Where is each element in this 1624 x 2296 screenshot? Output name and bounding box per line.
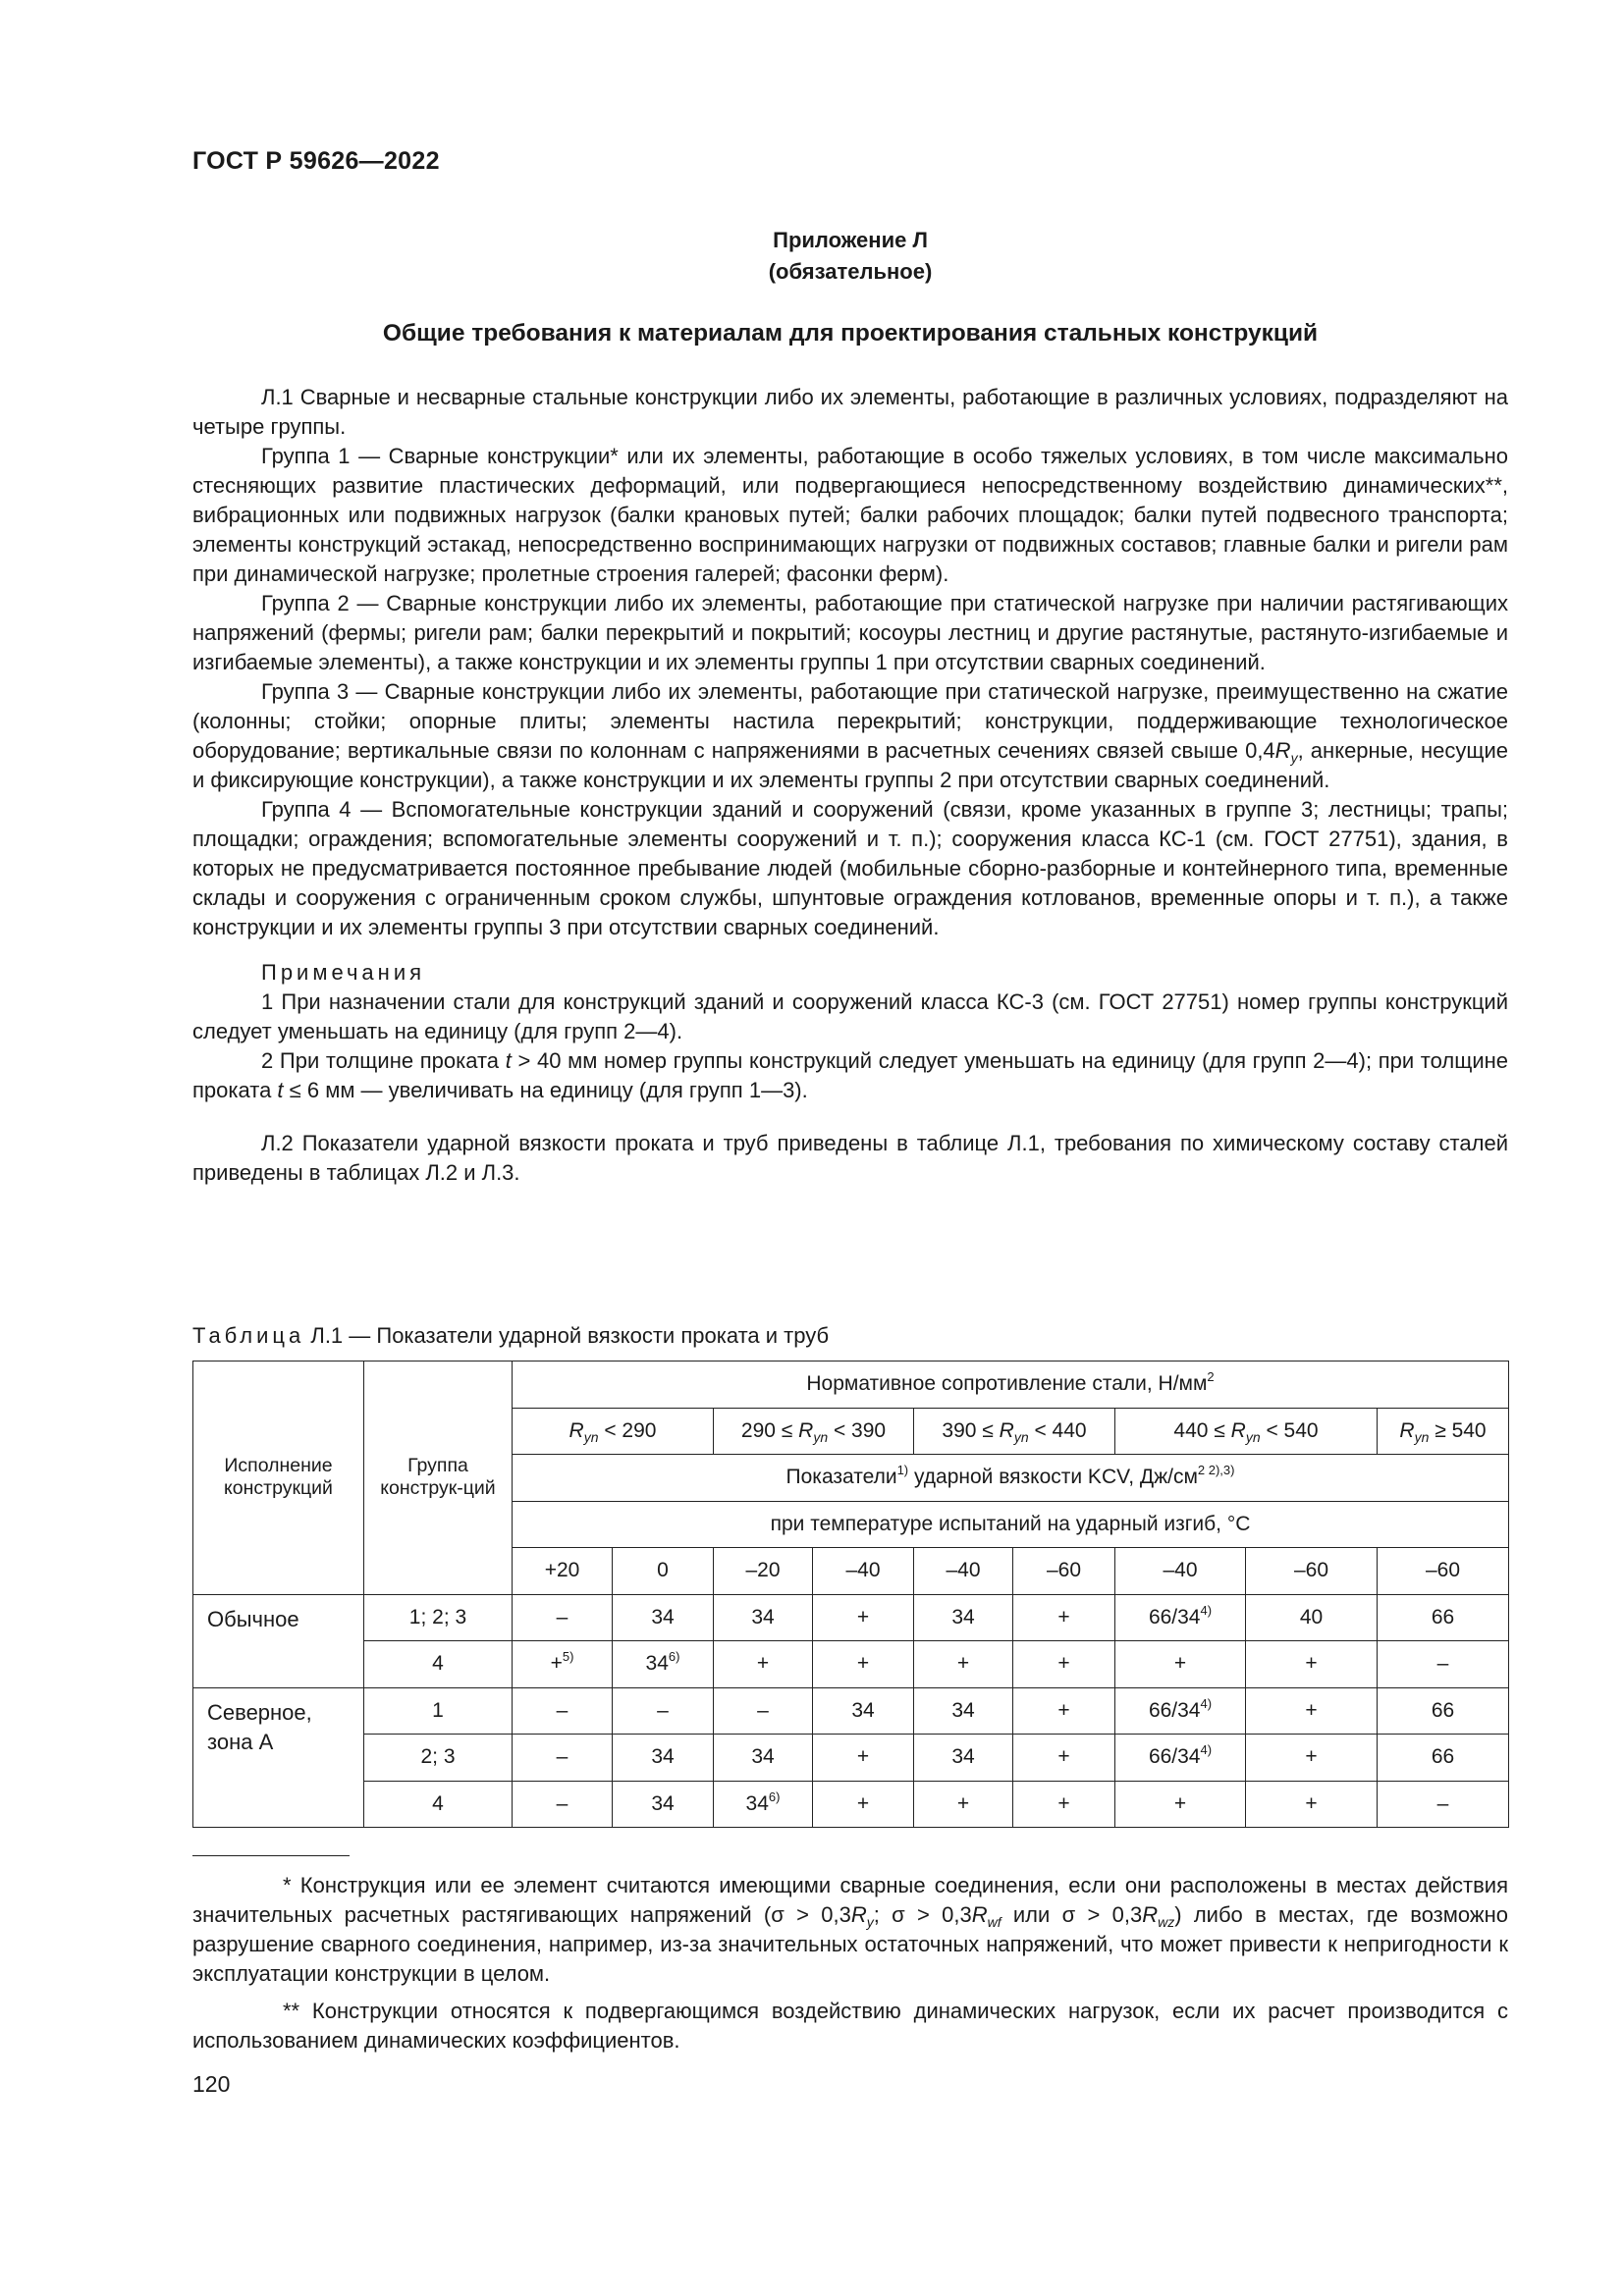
text-span: 290 ≤ xyxy=(740,1418,799,1442)
value-cell xyxy=(914,1594,1013,1641)
value-cell xyxy=(1115,1687,1246,1735)
temp-cell: –20 xyxy=(714,1548,813,1595)
footnote-ref: 6) xyxy=(768,1789,781,1804)
value-text: 66 xyxy=(1431,1605,1455,1629)
paragraph-group-4: Группа 4 — Вспомогательные конструкции зданий и сооружений (связи, кроме указанных в группе 3; лестницы; трапы; площадки; ограждения; вспомогательные элементы сооружений и т. п.); сооружения класса КС-1 (см. ГОСТ 27751), здания, в которых не предусматривается постоянное пребывание людей (мобильные сборно-разборные и контейнерного типа, временные склады и сооружения с ограниченным сроком службы, шпунтовые ограждения котлованов, временные опоры и т. п.), а также конструкции и их элементы группы 3 при отсутствии сварных соединений. xyxy=(192,797,1508,939)
text-span: 2 При толщине проката xyxy=(261,1048,506,1073)
header-row xyxy=(193,1362,1509,1409)
value-cell xyxy=(1115,1781,1246,1828)
symbol-subscript: y xyxy=(1290,750,1298,766)
temp-cell: +20 xyxy=(513,1548,613,1595)
value-cell xyxy=(813,1781,914,1828)
text-span: ударной вязкости KCV, Дж/см xyxy=(908,1466,1198,1489)
value-cell xyxy=(1246,1687,1378,1735)
value-text: – xyxy=(1436,1791,1449,1815)
text-span: < 390 xyxy=(828,1418,887,1442)
value-text: + xyxy=(856,1791,870,1815)
text-span: ≥ 540 xyxy=(1429,1418,1487,1442)
value-text: + xyxy=(856,1652,870,1676)
value-text: 66 xyxy=(1431,1745,1455,1769)
value-text: + xyxy=(550,1652,563,1676)
symbol-r: R xyxy=(1399,1418,1415,1442)
value-text: 66/34 xyxy=(1148,1698,1201,1722)
text-span: , анкерные, несущие и фиксирующие конструкции), а также конструкции и их элементы группы 2 при отсутствии сварных соединений. xyxy=(192,738,1508,792)
footnote-ref: 4) xyxy=(1200,1742,1213,1758)
value-text: – xyxy=(556,1605,568,1629)
superscript: 1) xyxy=(896,1463,909,1478)
value-text: 34 xyxy=(751,1745,775,1769)
text-span: Группа 3 — Сварные конструкции либо их элементы, работающие при статической нагрузке, преимущественно на сжатие (колонны; стойки; опорные плиты; элементы настила перекрытий; конструкции, поддерживающие технологическое оборудование; вертикальные связи по колоннам с напряжениями в расчетных сечениях связей свыше 0,4 xyxy=(192,679,1508,763)
value-cell xyxy=(1013,1735,1115,1782)
value-cell xyxy=(813,1594,914,1641)
value-cell xyxy=(813,1641,914,1688)
value-text: + xyxy=(856,1745,870,1769)
temp-cell: –60 xyxy=(1013,1548,1115,1595)
paragraph-l2: Л.2 Показатели ударной вязкости проката и труб приведены в таблице Л.1, требования по химическому составу сталей приведены в таблицах Л.2 и Л.3. xyxy=(192,1131,1508,1185)
table-row xyxy=(193,1641,1509,1688)
temp-cell: –40 xyxy=(914,1548,1013,1595)
footnote-divider xyxy=(192,1855,350,1856)
text-span: или σ > 0,3 xyxy=(1001,1902,1143,1927)
value-text: + xyxy=(1305,1652,1318,1676)
value-text: 34 xyxy=(951,1745,975,1769)
symbol-r: R xyxy=(999,1418,1014,1442)
value-cell xyxy=(1013,1781,1115,1828)
header-ryn-range xyxy=(914,1408,1115,1455)
value-cell xyxy=(914,1641,1013,1688)
text-span: < 540 xyxy=(1260,1418,1319,1442)
text-span: ; σ > 0,3 xyxy=(873,1902,972,1927)
value-text: – xyxy=(1436,1652,1449,1676)
symbol-subscript: yn xyxy=(1013,1428,1029,1445)
table-row xyxy=(193,1594,1509,1641)
footnote-2-text: ** Конструкции относятся к подвергающимся воздействию динамических нагрузок, если их расчет производится с использованием динамических коэффициентов. xyxy=(192,1999,1508,2053)
value-text: + xyxy=(956,1791,970,1815)
value-cell xyxy=(513,1687,613,1735)
appendix-status: (обязательное) xyxy=(768,259,933,284)
value-cell xyxy=(714,1735,813,1782)
value-text: – xyxy=(657,1698,669,1722)
value-text: + xyxy=(1057,1652,1070,1676)
execution-cell: Северное, зона А xyxy=(193,1687,364,1828)
text-span: ) либо в местах, где возможно разрушение сварного соединения, например, из-за значительных остаточных напряжений, что может привести к непригодности к эксплуатации конструкции в целом. xyxy=(192,1902,1508,1986)
text-span: Нормативное сопротивление стали, Н/мм xyxy=(806,1372,1208,1396)
value-text: + xyxy=(1057,1791,1070,1815)
value-text: – xyxy=(556,1791,568,1815)
table-row xyxy=(193,1735,1509,1782)
execution-cell: Обычное xyxy=(193,1594,364,1687)
value-text: + xyxy=(856,1605,870,1629)
text-span: 440 ≤ xyxy=(1173,1418,1231,1442)
value-cell xyxy=(914,1781,1013,1828)
value-cell xyxy=(1378,1641,1509,1688)
group-cell: 4 xyxy=(364,1641,513,1688)
footnote-ref: 6) xyxy=(668,1649,680,1665)
header-ryn-range xyxy=(1378,1408,1509,1455)
symbol-subscript: wf xyxy=(987,1914,1001,1930)
temp-cell: –40 xyxy=(1115,1548,1246,1595)
value-text: + xyxy=(1173,1791,1187,1815)
header-ryn-range xyxy=(513,1408,714,1455)
note-1: 1 При назначении стали для конструкций зданий и сооружений класса КС-3 (см. ГОСТ 27751) номер группы конструкций следует уменьшать на единицу (для групп 2—4). xyxy=(192,989,1508,1043)
value-text: 40 xyxy=(1299,1605,1324,1629)
value-text: – xyxy=(556,1698,568,1722)
value-text: 66/34 xyxy=(1148,1745,1201,1769)
value-cell xyxy=(1115,1641,1246,1688)
symbol-r: R xyxy=(1274,738,1291,763)
value-cell xyxy=(1246,1641,1378,1688)
symbol-subscript: y xyxy=(866,1914,874,1930)
text-span: ≤ 6 мм — увеличивать на единицу (для групп 1—3). xyxy=(283,1078,808,1102)
value-cell xyxy=(1378,1594,1509,1641)
header-temperature: при температуре испытаний на ударный изгиб, °С xyxy=(513,1501,1509,1548)
notes-heading-text: Примечания xyxy=(261,960,426,985)
value-cell xyxy=(1013,1687,1115,1735)
footnote-2 xyxy=(192,1997,1508,2056)
value-text: 34 xyxy=(651,1791,675,1815)
value-text: 66 xyxy=(1431,1698,1455,1722)
footnote-1-text xyxy=(192,1871,1508,1989)
value-cell xyxy=(714,1687,813,1735)
symbol-t: t xyxy=(277,1078,284,1102)
value-text: + xyxy=(1057,1605,1070,1629)
value-text: + xyxy=(1057,1745,1070,1769)
text-span: * Конструкция или ее элемент считаются имеющими сварные соединения, если они расположены в местах действия значительных расчетных растягивающих напряжений (σ > 0,3 xyxy=(192,1873,1508,1927)
value-cell xyxy=(613,1735,714,1782)
appendix-name: Приложение Л xyxy=(773,228,928,252)
value-text: 34 xyxy=(645,1652,669,1676)
symbol-r: R xyxy=(850,1902,867,1927)
value-text: 34 xyxy=(951,1698,975,1722)
symbol-subscript: yn xyxy=(1414,1428,1430,1445)
symbol-r: R xyxy=(1142,1902,1159,1927)
temp-cell: –60 xyxy=(1378,1548,1509,1595)
value-text: + xyxy=(1305,1745,1318,1769)
symbol-r: R xyxy=(798,1418,814,1442)
footnote-ref: 4) xyxy=(1200,1602,1213,1618)
value-cell xyxy=(813,1687,914,1735)
notes-heading xyxy=(192,958,1508,988)
value-cell xyxy=(1246,1594,1378,1641)
text-span: > 40 мм номер группы конструкций следует уменьшать на единицу (для групп 2—4); при толщине проката xyxy=(192,1048,1508,1102)
group-cell: 1 xyxy=(364,1687,513,1735)
note-2 xyxy=(192,1046,1508,1105)
value-text: – xyxy=(556,1745,568,1769)
superscript: 2 xyxy=(1207,1369,1215,1385)
value-text: + xyxy=(1173,1652,1187,1676)
page-title: Общие требования к материалам для проектирования стальных конструкций xyxy=(382,320,1319,347)
paragraph-group-1: Группа 1 — Сварные конструкции* или их элементы, работающие в особо тяжелых условиях, в том числе максимально стесняющих развитие пластических деформаций, или подвергающиеся непосредственному воздействию динамических**, вибрационных или подвижных нагрузок (балки крановых путей; балки рабочих площадок; балки путей подвесного транспорта; элементы конструкций эстакад, непосредственно воспринимающих нагрузки от подвижных составов; главные балки и ригели рам при динамической нагрузке; пролетные строения галерей; фасонки ферм). xyxy=(192,444,1508,586)
symbol-subscript: yn xyxy=(813,1428,829,1445)
temp-cell: –60 xyxy=(1246,1548,1378,1595)
text-span: < 440 xyxy=(1028,1418,1087,1442)
value-cell xyxy=(1246,1735,1378,1782)
impact-toughness-table xyxy=(192,1361,1509,1828)
symbol-r: R xyxy=(1230,1418,1246,1442)
value-text: + xyxy=(1305,1791,1318,1815)
value-text: 66/34 xyxy=(1148,1605,1201,1629)
paragraph-l1: Л.1 Сварные и несварные стальные конструкции либо их элементы, работающие в различных условиях, подразделяют на четыре группы. xyxy=(192,385,1508,439)
header-group: Группа конструк-ций xyxy=(364,1362,513,1595)
text-span: < 290 xyxy=(598,1418,657,1442)
value-text: 34 xyxy=(851,1698,875,1722)
symbol-subscript: yn xyxy=(583,1428,599,1445)
group-cell: 2; 3 xyxy=(364,1735,513,1782)
footnote-ref: 4) xyxy=(1200,1695,1213,1711)
footnote-ref: 5) xyxy=(562,1649,574,1665)
value-cell xyxy=(613,1594,714,1641)
symbol-subscript: wz xyxy=(1158,1914,1175,1930)
value-cell xyxy=(1115,1735,1246,1782)
value-text: 34 xyxy=(651,1745,675,1769)
value-cell xyxy=(513,1641,613,1688)
symbol-r: R xyxy=(971,1902,988,1927)
value-cell xyxy=(613,1781,714,1828)
value-text: + xyxy=(956,1652,970,1676)
header-ryn-range xyxy=(714,1408,914,1455)
value-text: 34 xyxy=(951,1605,975,1629)
table-row xyxy=(193,1781,1509,1828)
group-cell: 1; 2; 3 xyxy=(364,1594,513,1641)
value-text: 34 xyxy=(745,1791,769,1815)
temp-cell: 0 xyxy=(613,1548,714,1595)
paragraph-group-3 xyxy=(192,677,1508,795)
value-cell xyxy=(1013,1594,1115,1641)
value-cell xyxy=(513,1735,613,1782)
value-cell xyxy=(714,1641,813,1688)
superscript: 2 2),3) xyxy=(1197,1463,1235,1478)
value-cell xyxy=(1378,1687,1509,1735)
body-text xyxy=(192,383,1508,1188)
value-cell xyxy=(513,1594,613,1641)
temp-cell: –40 xyxy=(813,1548,914,1595)
text-span: Показатели xyxy=(785,1466,897,1489)
value-text: – xyxy=(757,1698,769,1722)
header-execution: Исполнение конструкций xyxy=(193,1362,364,1595)
value-text: 34 xyxy=(651,1605,675,1629)
value-text: + xyxy=(1305,1698,1318,1722)
paragraph-group-2: Группа 2 — Сварные конструкции либо их элементы, работающие при статической нагрузке при наличии растягивающих напряжений (фермы; ригели рам; балки перекрытий и покрытий; косоуры лестниц и другие растянутые, растянуто-изгибаемые и изгибаемые элементы), а также конструкции и их элементы группы 1 при отсутствии сварных соединений. xyxy=(192,591,1508,674)
value-cell xyxy=(914,1687,1013,1735)
value-cell xyxy=(914,1735,1013,1782)
value-cell xyxy=(1378,1735,1509,1782)
header-norm-resistance xyxy=(513,1362,1509,1409)
table-caption-word: Таблица xyxy=(192,1323,305,1348)
value-text: 34 xyxy=(751,1605,775,1629)
value-cell xyxy=(714,1594,813,1641)
value-cell xyxy=(1378,1781,1509,1828)
table-caption-text: Л.1 — Показатели ударной вязкости проката и труб xyxy=(304,1323,830,1348)
value-cell xyxy=(613,1687,714,1735)
value-cell xyxy=(1115,1594,1246,1641)
value-cell xyxy=(813,1735,914,1782)
footnote-1 xyxy=(192,1871,1508,1989)
table-row xyxy=(193,1687,1509,1735)
group-cell: 4 xyxy=(364,1781,513,1828)
symbol-subscript: yn xyxy=(1245,1428,1261,1445)
page-number: 120 xyxy=(192,2071,231,2097)
standard-header: ГОСТ Р 59626—2022 xyxy=(192,147,440,175)
symbol-r: R xyxy=(568,1418,584,1442)
text-span: 390 ≤ xyxy=(942,1418,1000,1442)
value-cell xyxy=(1246,1781,1378,1828)
value-cell xyxy=(613,1641,714,1688)
table-caption xyxy=(192,1323,829,1349)
header-kcv xyxy=(513,1455,1509,1502)
value-cell xyxy=(714,1781,813,1828)
header-ryn-range xyxy=(1115,1408,1378,1455)
value-cell xyxy=(513,1781,613,1828)
value-cell xyxy=(1013,1641,1115,1688)
value-text: + xyxy=(756,1652,770,1676)
value-text: + xyxy=(1057,1698,1070,1722)
symbol-t: t xyxy=(505,1048,512,1073)
